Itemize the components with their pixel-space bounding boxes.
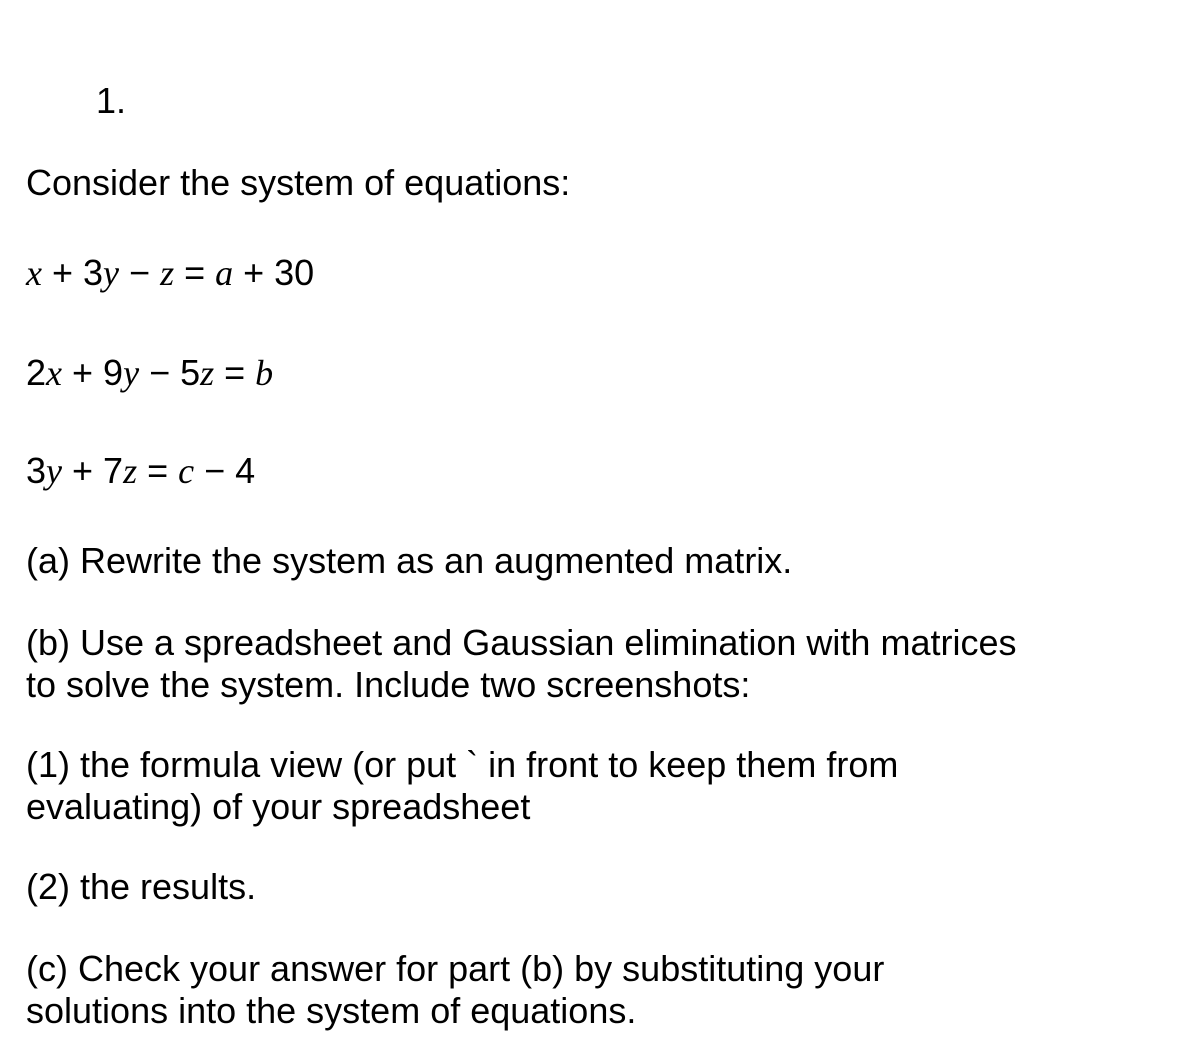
equation-2 — [26, 352, 273, 394]
part-b-line-1: (b) Use a spreadsheet and Gaussian elimination with matrices — [26, 622, 1017, 663]
equation-3 — [26, 450, 255, 492]
problem-intro: Consider the system of equations: — [26, 162, 571, 203]
equation-text: + 3 — [41, 252, 104, 293]
part-b-line-2: to solve the system. Include two screenshots: — [26, 664, 751, 705]
problem-number: 1. — [96, 80, 127, 121]
equation-1 — [26, 252, 314, 294]
variable-a: a — [215, 253, 234, 293]
part-a: (a) Rewrite the system as an augmented matrix. — [26, 540, 793, 581]
variable-z: z — [123, 451, 138, 491]
equation-text: 2 — [26, 352, 47, 393]
variable-y: y — [103, 253, 120, 293]
part-b — [26, 622, 1016, 706]
variable-y: y — [123, 353, 140, 393]
part-b-1 — [26, 744, 898, 828]
variable-z: z — [200, 353, 215, 393]
variable-c: c — [178, 451, 195, 491]
variable-z: z — [160, 253, 175, 293]
part-c-line-1: (c) Check your answer for part (b) by substituting your — [26, 948, 885, 989]
equation-text: = — [214, 352, 256, 393]
variable-x: x — [46, 353, 63, 393]
equation-text: + 30 — [233, 252, 315, 293]
equation-text: = — [174, 252, 216, 293]
equation-text: − — [119, 252, 161, 293]
part-b-1-line-1: (1) the formula view (or put ` in front to keep them from — [26, 744, 899, 785]
equation-text: − 5 — [139, 352, 201, 393]
equation-text: + 7 — [62, 450, 124, 491]
variable-b: b — [255, 353, 274, 393]
part-b-1-line-2: evaluating) of your spreadsheet — [26, 786, 531, 827]
variable-y: y — [46, 451, 63, 491]
equation-text: = — [137, 450, 179, 491]
part-b-2: (2) the results. — [26, 866, 257, 907]
part-c — [26, 948, 884, 1032]
equation-text: − 4 — [194, 450, 256, 491]
equation-text: 3 — [26, 450, 47, 491]
part-c-line-2: solutions into the system of equations. — [26, 990, 637, 1031]
variable-x: x — [26, 253, 42, 293]
equation-text: + 9 — [62, 352, 124, 393]
